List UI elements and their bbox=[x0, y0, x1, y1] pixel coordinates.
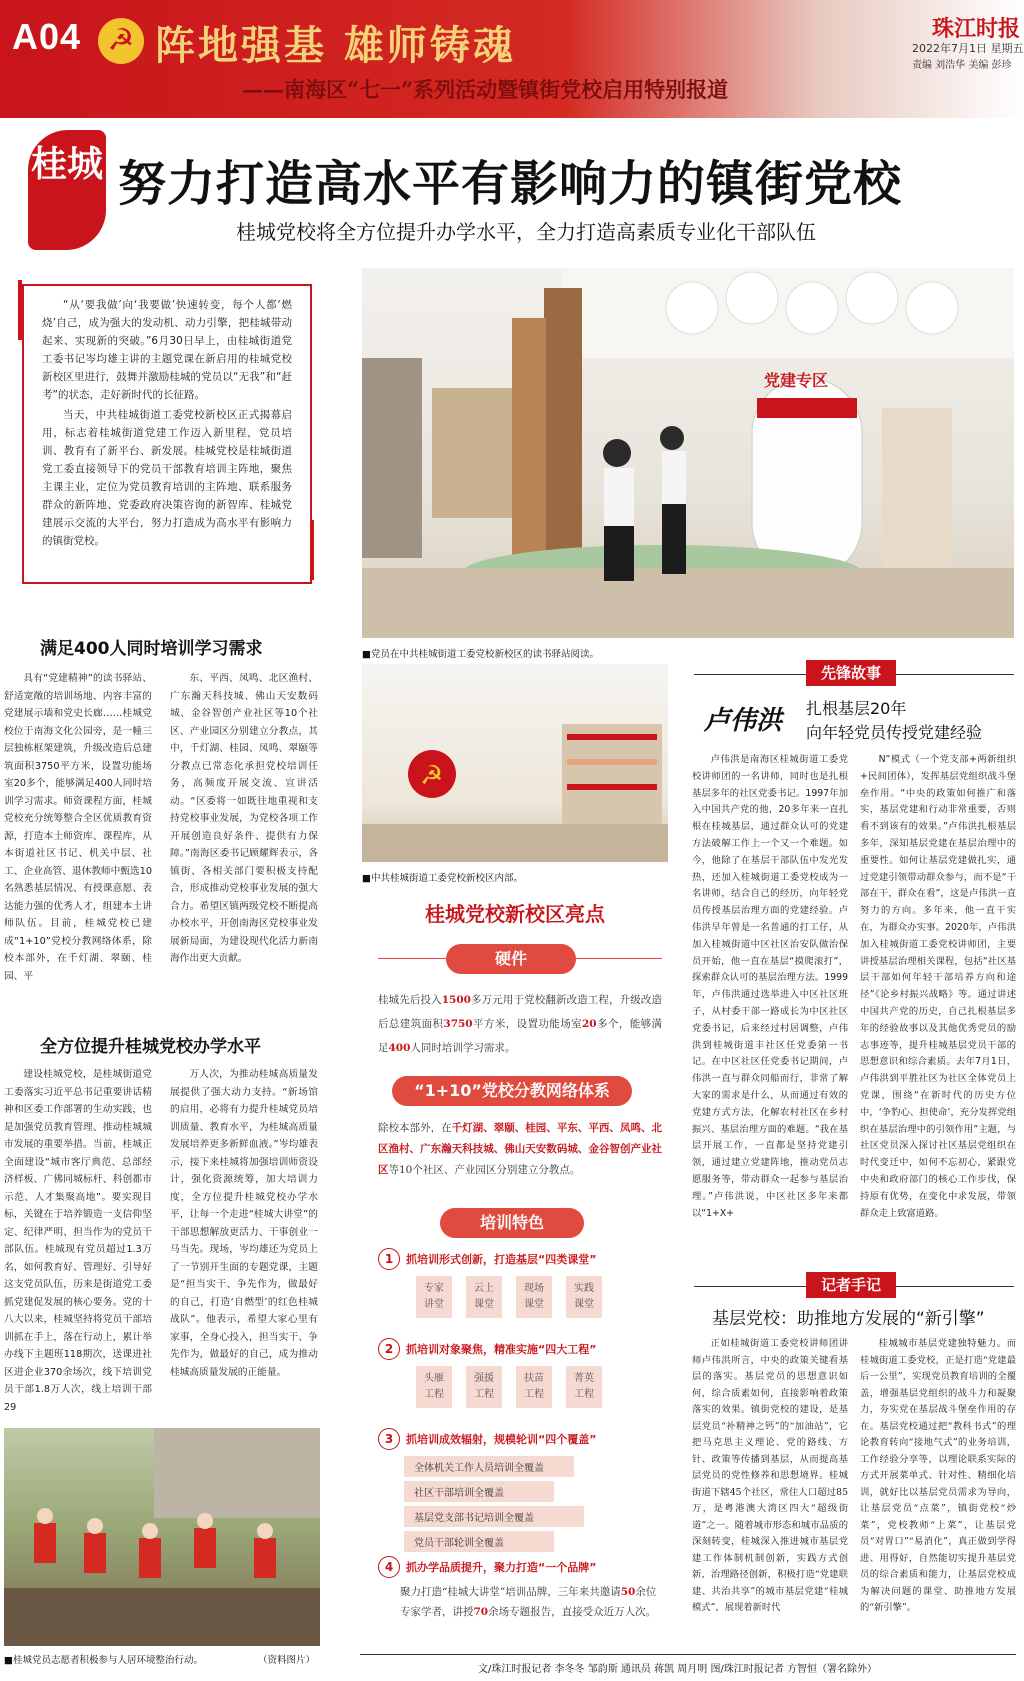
photo-credit: （资料图片） bbox=[258, 1655, 316, 1666]
article-column bbox=[4, 670, 152, 990]
coverage-bar: 全体机关工作人员培训全覆盖 bbox=[404, 1456, 574, 1477]
coverage-bar: 基层党支部书记培训全覆盖 bbox=[404, 1506, 584, 1527]
article-column bbox=[4, 1066, 152, 1416]
byline: 文/珠江时报记者 李冬冬 邹韵斯 通讯员 蒋凯 周月明 图/珠江时报记者 方智恒（署名除外） bbox=[478, 1664, 877, 1675]
hardware-number: 400 bbox=[388, 1042, 411, 1054]
hardware-text-part: 多个，能够满足 bbox=[378, 1018, 663, 1054]
training-step bbox=[378, 1428, 596, 1450]
photo-volunteers bbox=[4, 1428, 320, 1646]
chip: 菁英工程 bbox=[566, 1366, 602, 1408]
network-places: 千灯湖、翠颐、桂园、平东、平西、凤鸣、北区渔村、广东瀚天科技城、佛山天安数码城、金谷智创产业社区 bbox=[378, 1122, 663, 1176]
photo-reading-station bbox=[362, 268, 1014, 638]
story-title: 向年轻党员传授党建经验 bbox=[806, 723, 983, 742]
page-number: A04 bbox=[12, 16, 82, 57]
decorative-bar bbox=[18, 280, 22, 340]
chip: 实践课堂 bbox=[566, 1276, 602, 1318]
district-seal: 桂城 bbox=[28, 130, 106, 250]
notes-tag: 记者手记 bbox=[806, 1272, 896, 1298]
signature: 卢伟洪 bbox=[704, 706, 783, 736]
page-title: 努力打造高水平有影响力的镇街党校 bbox=[118, 156, 903, 212]
issue-date: 2022年7月1日 星期五 bbox=[912, 42, 1024, 55]
editor-credits: 责编 刘浩华 美编 彭珍 bbox=[912, 60, 1012, 71]
hardware-tag: 硬件 bbox=[446, 944, 576, 974]
page-subtitle: 桂城党校将全方位提升办学水平，全力打造高素质专业化干部队伍 bbox=[236, 220, 816, 244]
pioneer-tag: 先锋故事 bbox=[806, 660, 896, 686]
chip: 专家讲堂 bbox=[416, 1276, 452, 1318]
article-text: 正如桂城街道工委党校讲师团讲师卢伟洪所言，中央的政策关键看基层的落实。基层党员的思想意识如何，综合质素如何，直接影响着政策落实的效果。镇街党校的建设，是基层党员“补精神之钙”的“加油站”，它把马克思主义理论、党的路线、方针、政策等传播到基层，从而提高基层党员的党性修养和思想境界。桂城街道下辖45个社区，常住人口超过85万，是粤港澳大湾区四大“超级街道”之一。随着城市形态和城市品质的深刻转变，桂城深入推进城市基层党建工作体制机制创新，实践方式创新，治理路径创新，积极打造“党建联建、共治共享”的城市基层党建“桂城模式”，展现着新时代 bbox=[692, 1338, 848, 1613]
step-number: 2 bbox=[378, 1338, 400, 1360]
training-step bbox=[378, 1338, 596, 1360]
step-title: 抓培训对象聚焦，精准实施“四大工程” bbox=[406, 1343, 597, 1356]
masthead-slogan: 阵地强基 雄师铸魂 bbox=[155, 22, 516, 69]
article-text: N”模式（一个党支部+两新组织+民间团体），发挥基层党组织战斗堡垒作用。“中央的政策如何推广和落实，基层党建和行动非常重要，否则看不到该有的效果。”卢伟洪扎根基层多年，深知基层党建在基层治理中的重要性。如何让基层党建做扎实，通过党建引领带动群众参与，而不是“干部在干，群众在看”，这是卢伟洪一直努力的方向。多年来，他一直干实在，为群众办实事。2020年，卢伟洪加入桂城街道工委党校讲师团，主要讲授基层治理相关课程，包括“社区基层干部如何年轻干部培养方向和途径”《论乡村振兴战略》等。通过讲述中国共产党的历史，自己扎根基层多年的经验故事以及其他优秀党员的励志事迹等，提升桂城基层党员干部的思想意识和综合素质。去年7月1日，卢伟洪到平胜社区为社区全体党员上党课，围绕“在新时代的历史方位中，‘争豹心、担使命’，充分发挥党组织在基层治理中的引领作用”主题，与社区党员深入探讨社区基层党组织在时代变迁中，如何不忘初心，紧跟党中央和政府部门的核心工作步伐，保持原有优势，在变化中求发展，带领群众走上致富道路。 bbox=[860, 754, 1016, 1219]
party-emblem-icon: ☭ bbox=[98, 18, 144, 64]
hardware-text-part: 平方米，设置功能场室 bbox=[472, 1018, 582, 1030]
hardware-text-part: 人同时培训学习需求。 bbox=[410, 1042, 516, 1054]
article-column bbox=[860, 752, 1016, 1248]
step-title: 抓办学品质提升，聚力打造“一个品牌” bbox=[406, 1561, 597, 1574]
chip-row bbox=[416, 1276, 602, 1318]
story-title: 扎根基层20年 bbox=[806, 699, 907, 718]
step-number: 4 bbox=[378, 1556, 400, 1578]
article-text: 东、平西、凤鸣、北区渔村、广东瀚天科技城、佛山天安数码城、金谷智创产业社区等10个社区、产业园区分别建立分教点，其中，千灯湖、桂园、凤鸣、翠颐等分教点已常态化承担党校培训任务，高频度开展交流、宣讲活动。“区委将一如既往地重视和支持党校事业发展，为党校各项工作开展创造良好条件、提供有力保障。”南海区委书记顾耀辉表示，各镇街、各相关部门要积极支持配合，形成推动党校事业发展的强大合力。希望区镇两级党校不断提高办校水平，开创南海区党校事业发展新局面，为建设现代化活力新南海作出更大贡献。 bbox=[170, 673, 318, 964]
coverage-bar: 社区干部培训全覆盖 bbox=[404, 1481, 554, 1502]
network-text bbox=[378, 1118, 662, 1181]
training-step bbox=[378, 1248, 596, 1270]
brand-number: 70 bbox=[473, 1606, 489, 1618]
volunteers-illustration bbox=[4, 1428, 320, 1646]
article-text: 万人次，为推动桂城高质量发展提供了强大动力支持。“新场馆的启用，必将有力提升桂城党员培训质量、教育水平，为桂城高质量发展培养更多新鲜血液。”岑均雄表示，接下来桂城将加强培训师资设计，强化资源统筹，加大培训力度，全方位提升桂城党校办学水平，让每一个走进“桂城大讲堂”的干部思想解放更活力、干事创业一马当先。现场，岑均雄还为党员上了一节别开生面的专题党课，主题是“担当实干、争先作为，做最好的自己，打造‘自燃型’的红色桂城战队”。他表示，希望大家心里有家事，全身心投入，担当实干、争先作为，做最好的自己，成为推动桂城高质量发展的正能量。 bbox=[170, 1069, 318, 1378]
step-title: 抓培训成效辐射，规模轮训“四个覆盖” bbox=[406, 1433, 597, 1446]
chip: 云上课堂 bbox=[466, 1276, 502, 1318]
photo-caption: ■中共桂城街道工委党校新校区内部。 bbox=[362, 873, 523, 884]
chip: 强援工程 bbox=[466, 1366, 502, 1408]
highlights-title: 桂城党校新校区亮点 bbox=[425, 902, 605, 926]
hardware-text bbox=[378, 988, 662, 1060]
notes-title: 基层党校：助推地方发展的“新引擎” bbox=[712, 1309, 985, 1329]
article-text: 具有“党建精神”的读书驿站、舒适宽敞的培训场地、内容丰富的党建展示墙和党史长廊……桂城党校位于南海文化公园旁，是一幢三层独栋框架建筑，升级改造后总建筑面积3750平方米，设置功能场室20多个，能够满足400人同时培训学习需求。师资课程方面，桂城党校充分统筹整合全区优质教育资源，打造本土师资库、课程库，从本街道社区书记、机关中层、社工、企业高管、退休教师中甄选10名熟悉基层情况、有授课意愿、表达能力强的优秀人才，组建本土讲师队伍。目前，桂城党校已建成“1+10”党校分教网络体系，除校本部外，在千灯湖、翠颐、桂园、平 bbox=[4, 673, 152, 982]
article-text: 建设桂城党校，是桂城街道党工委落实习近平总书记重要讲话精神和区委工作部署的生动实践，也是加强党员教育管理、推动桂城城市发展的重要举措。当前，桂城正全面建设“城市客厅典范、总部经济样板、广佛同城标杆、科创都市示范、人才集聚高地”。要实现目标，关键在于培养锻造一支信仰坚定、纪律严明、担当作为的党员干部队伍。桂城现有党员超过1.3万名，如何教育好、管理好、引导好这支党员队伍，历来是街道党工委抓党建促发展的核心要务。党的十八大以来，桂城坚持将党员干部培训抓在手上，落在行动上，累计举办线下主题班118期次，送课进社区进企业370余场次，线下培训党员干部1.8万人次，线上培训干部29 bbox=[4, 1069, 152, 1413]
section-heading: 全方位提升桂城党校办学水平 bbox=[40, 1037, 261, 1057]
hardware-text-part: 桂城先后投入 bbox=[378, 994, 442, 1006]
shelf-sign: 党建专区 bbox=[764, 371, 829, 390]
svg-text:☭: ☭ bbox=[420, 761, 444, 791]
masthead-subslogan: ——南海区“七一”系列活动暨镇街党校启用特别报道 bbox=[242, 77, 729, 102]
chip: 扶苗工程 bbox=[516, 1366, 552, 1408]
reading-station-illustration bbox=[362, 268, 1014, 638]
brand-text bbox=[400, 1582, 662, 1622]
lead-paragraph: 当天，中共桂城街道工委党校新校区正式揭幕启用，标志着桂城街道党建工作迈入新里程，党员培训、教育有了新平台、新发展。桂城党校是桂城街道党工委直接领导下的党员干部教育培训主阵地，聚焦主课主业，定位为党员教育培训的主阵地、联系服务群众的新阵地、党委政府决策咨询的新智库、桂城党建展示交流的大平台，努力打造成为高水平有影响力的镇街党校。 bbox=[42, 409, 292, 547]
article-column bbox=[860, 1336, 1016, 1652]
brand-text-part: 聚力打造“桂城大讲堂”培训品牌，三年来共邀请 bbox=[400, 1586, 621, 1598]
hardware-text-part: 多万元用于党校翻新改造工程，升级改造后总建筑面积 bbox=[378, 994, 663, 1030]
network-tag: “1+10”党校分教网络体系 bbox=[392, 1076, 632, 1106]
lead-box bbox=[22, 284, 312, 584]
step-title: 抓培训形式创新，打造基层“四类课堂” bbox=[406, 1253, 597, 1266]
decorative-bar bbox=[310, 520, 314, 580]
lead-paragraph: “从‘要我做’向‘我要做’快速转变，每个人都‘燃烧’自己，成为强大的发动机、动力引擎，把桂城带动起来、实现新的突破。”6月30日早上，由桂城街道党工委书记岑均雄主讲的主题党课在新启用的桂城党校新校区里进行，鼓舞并激励桂城的党员以“无我”和“赶考”的状态，走好新时代的长征路。 bbox=[42, 299, 292, 401]
brand-text-part: 余场专题报告，直接受众近万人次。 bbox=[488, 1606, 657, 1618]
article-column bbox=[692, 1336, 848, 1652]
step-number: 1 bbox=[378, 1248, 400, 1270]
step-number: 3 bbox=[378, 1428, 400, 1450]
bar-list bbox=[404, 1456, 584, 1552]
hardware-number: 20 bbox=[582, 1018, 597, 1030]
chip: 头雁工程 bbox=[416, 1366, 452, 1408]
article-text: 卢伟洪是南海区桂城街道工委党校讲师团的一名讲师，同时也是扎根基层多年的社区党委书记。1997年加入中国共产党的他，20多年来一直扎根在桂城基层，通过群众认可的党建方法破解工作上一个又一个难题。如今，他除了在基层干部队伍中发光发热，还加入桂城街道工委党校成为一名讲师，结合自己的经历，向年轻党员传授基层治理方面的党建经验。卢伟洪早年曾是一名普通的打工仔，从加入桂城街道中区社区治安队做治保员开始，他一直在基层“摸爬滚打”，探索群众认可的基层治理方法。1999年，卢伟洪通过选举进入中区社区班子，从村委干部一路成长为中区社区党委书记，后来经过村居调整，卢伟洪到桂城街道丰社区任党委第一书记。在中区社区任党委书记期间，卢伟洪一直与群众同船而行，非常了解大家的需求是什么，从而通过有效的党建方式方法，化解农村社区在乡村振兴、基层治理方面的难题。“我在基层开展工作，一直都是坚持党建引领，通过建立党建阵地，推动党员志愿服务等，带动群众一起参与基层治理。”卢伟洪说，中区社区多年来都以“1+X+ bbox=[692, 754, 848, 1219]
brand-number: 50 bbox=[620, 1586, 636, 1598]
hardware-number: 1500 bbox=[441, 994, 471, 1006]
section-heading: 满足400人同时培训学习需求 bbox=[40, 639, 263, 659]
chip-row bbox=[416, 1366, 602, 1408]
photo-campus-interior bbox=[362, 664, 668, 862]
coverage-bar: 党员干部轮训全覆盖 bbox=[404, 1531, 554, 1552]
network-text-part: 除校本部外，在 bbox=[378, 1122, 452, 1134]
article-column bbox=[692, 752, 848, 1248]
divider bbox=[360, 1654, 1016, 1655]
training-tag: 培训特色 bbox=[440, 1208, 584, 1238]
photo-caption: ■党员在中共桂城街道工委党校新校区的读书驿站阅读。 bbox=[362, 649, 599, 660]
newspaper-logo: 珠江时报 bbox=[932, 16, 1021, 42]
chip: 现场课堂 bbox=[516, 1276, 552, 1318]
training-step bbox=[378, 1556, 596, 1578]
photo-caption: ■桂城党员志愿者积极参与人居环境整治行动。 bbox=[4, 1655, 203, 1666]
interior-illustration bbox=[362, 664, 668, 862]
article-column bbox=[170, 1066, 318, 1416]
hardware-number: 3750 bbox=[443, 1018, 473, 1030]
network-text-part: 等10个社区、产业园区分别建立分教点。 bbox=[388, 1164, 581, 1176]
article-text: 桂城城市基层党建独特魅力。而桂城街道工委党校，正是打造“党建最后一公里”，实现党员教育培训的全覆盖，增强基层党组织的战斗力和凝聚力，夯实党在基层战斗堡垒作用的存在。基层党校通过把“教科书式”的理论教育转向“接地气式”的业务培训，工作经验分享等，以理论联系实际的方式开展菜单式、针对性、精细化培训，就好比以基层党员需求为导向，让基层党员“点菜”，镇街党校“炒菜”，党校教师“上菜”，让基层党员“对胃口”“易消化”，真正做到学得进、用得好，自然能切实提升基层党员的综合素质和能力，让基层党校成为解决问题的课堂、助推地方发展的“新引擎”。 bbox=[860, 1338, 1016, 1613]
brand-text-part: 余位专家学者，讲授 bbox=[400, 1586, 657, 1618]
article-column bbox=[170, 670, 318, 990]
